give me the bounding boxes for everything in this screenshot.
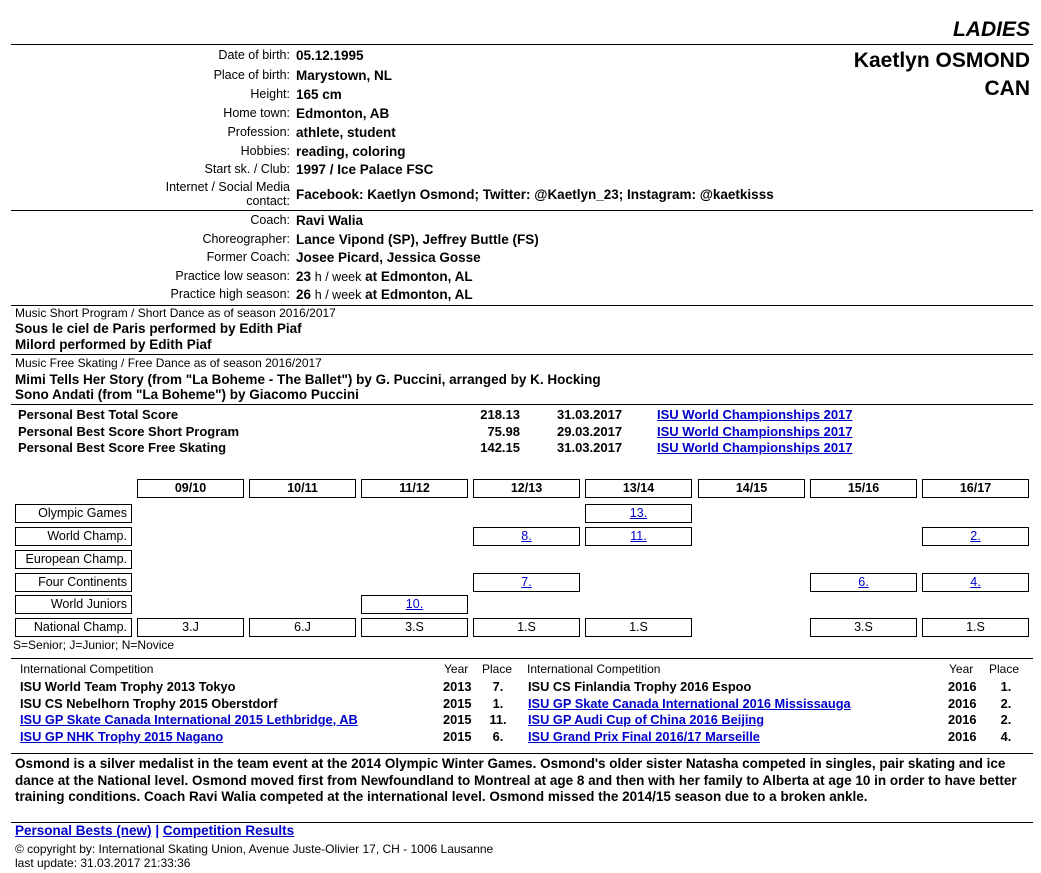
- result-link[interactable]: 10.: [405, 597, 424, 611]
- practice-label: Practice high season:: [170, 287, 290, 301]
- competition-place: 1.: [492, 695, 504, 711]
- result-link[interactable]: 4.: [970, 575, 981, 589]
- competition-name[interactable]: ISU GP NHK Trophy 2015 Nagano: [20, 728, 224, 744]
- bio-label: Hobbies:: [240, 144, 290, 158]
- result-cell: [249, 618, 356, 637]
- coach-value: Josee Picard, Jessica Gosse: [296, 250, 481, 265]
- divider: [11, 44, 1033, 45]
- copyright-text: © copyright by: International Skating Union, Avenue Juste-Olivier 17, CH - 1006 Lausanne: [15, 842, 494, 856]
- social-value: Facebook: Kaetlyn Osmond; Twitter: @Kaetlyn_23; Instagram: @kaetkisss: [296, 187, 774, 202]
- music-free-line: Mimi Tells Her Story (from "La Boheme - The Ballet") by G. Puccini, arranged by K. Hocking: [15, 372, 601, 387]
- championship-label: Four Continents: [15, 573, 132, 592]
- result-cell: [810, 618, 917, 637]
- championship-label: Olympic Games: [15, 504, 132, 523]
- bio-label: Profession:: [227, 125, 290, 139]
- intl-header-right: International Competition: [527, 662, 661, 676]
- competition-name[interactable]: ISU GP Audi Cup of China 2016 Beijing: [528, 712, 765, 727]
- result-cell: [473, 618, 580, 637]
- competition-place: 6.: [492, 728, 504, 744]
- competition-place: 1.: [1000, 679, 1012, 694]
- result-cell: [361, 618, 468, 637]
- result-cell[interactable]: [473, 527, 580, 546]
- practice-location: at Edmonton, AL: [365, 287, 473, 302]
- result-link[interactable]: 6.: [858, 575, 869, 589]
- bio-value: 05.12.1995: [296, 48, 364, 63]
- result-link[interactable]: 2.: [970, 529, 981, 543]
- practice-label: Practice low season:: [175, 269, 290, 283]
- category-title: LADIES: [952, 18, 1030, 41]
- result-cell: [137, 618, 244, 637]
- result-link[interactable]: 11.: [630, 529, 647, 543]
- championship-label: World Juniors: [15, 595, 132, 614]
- competition-year: 2015: [443, 712, 472, 727]
- music-short-line: Milord performed by Edith Piaf: [15, 337, 212, 352]
- pb-event-link[interactable]: ISU World Championships 2017: [657, 440, 853, 455]
- competition-year: 2016: [948, 728, 977, 744]
- skater-country: CAN: [984, 77, 1030, 100]
- pb-score: 75.98: [487, 423, 520, 439]
- bio-value: reading, coloring: [296, 144, 406, 159]
- pb-event-link[interactable]: ISU World Championships 2017: [657, 423, 853, 439]
- result-value: 3.S: [405, 620, 424, 634]
- practice-value: [296, 287, 473, 302]
- divider: [11, 404, 1033, 405]
- pb-date: 31.03.2017: [557, 407, 623, 422]
- competition-year: 2016: [948, 679, 977, 694]
- practice-location: at Edmonton, AL: [365, 269, 473, 284]
- season-header: 16/17: [922, 479, 1029, 498]
- competition-place: 7.: [492, 679, 504, 694]
- intl-header-left: International Competition: [20, 662, 154, 676]
- coach-label: Former Coach:: [206, 250, 290, 264]
- season-header: 09/10: [137, 479, 244, 498]
- coach-value: Lance Vipond (SP), Jeffrey Buttle (FS): [296, 232, 539, 247]
- competition-year: 2015: [443, 728, 472, 744]
- bio-value: 1997 / Ice Palace FSC: [296, 162, 434, 177]
- pb-label: Personal Best Total Score: [18, 407, 179, 422]
- pb-label: Personal Best Score Short Program: [18, 423, 240, 439]
- result-cell[interactable]: [922, 573, 1029, 592]
- result-value: 3.J: [182, 620, 199, 634]
- intl-place-header-left: Place: [482, 662, 513, 676]
- skater-name: Kaetlyn OSMOND: [853, 49, 1030, 72]
- result-cell: [585, 618, 692, 637]
- level-legend: S=Senior; J=Junior; N=Novice: [13, 638, 175, 652]
- competition-name: ISU World Team Trophy 2013 Tokyo: [20, 679, 236, 694]
- championship-label: World Champ.: [15, 527, 132, 546]
- competition-place: 2.: [1000, 695, 1012, 711]
- personal-bests-link[interactable]: Personal Bests (new): [15, 823, 152, 838]
- bio-label: Start sk. / Club:: [204, 162, 290, 176]
- result-cell[interactable]: [810, 573, 917, 592]
- result-value: 1.S: [517, 620, 536, 634]
- footer-links: [15, 823, 294, 838]
- divider: [11, 658, 1033, 659]
- music-short-line: Sous le ciel de Paris performed by Edith Piaf: [15, 321, 302, 336]
- result-value: 1.S: [629, 620, 648, 634]
- practice-unit: h / week: [314, 288, 362, 302]
- music-free-heading: Music Free Skating / Free Dance as of season 2016/2017: [15, 356, 322, 370]
- music-free-line: Sono Andati (from "La Boheme") by Giacomo Puccini: [15, 387, 359, 402]
- pb-score: 218.13: [480, 407, 520, 422]
- intl-place-header-right: Place: [989, 662, 1020, 676]
- bio-value: athlete, student: [296, 125, 396, 140]
- pb-date: 29.03.2017: [557, 423, 623, 439]
- result-value: 3.S: [854, 620, 873, 634]
- link-separator: |: [155, 823, 160, 838]
- competition-year: 2015: [443, 695, 472, 711]
- biography-text: Osmond is a silver medalist in the team event at the 2014 Olympic Winter Games. Osmond's older sister Natasha competed in singles, pair skating and ice dance at the National level. Osmond moved first from Newfoundland to Montreal at age 8 and then with her family to Alberta at age 10 in order to have better training conditions. Coach Ravi Walia competed at the international level. Osmond missed the 2014/15 season due to a broken ankle.: [15, 756, 1017, 804]
- result-cell: [922, 618, 1029, 637]
- result-link[interactable]: 13.: [629, 506, 648, 520]
- divider: [11, 354, 1033, 355]
- result-cell[interactable]: [922, 527, 1029, 546]
- pb-event-link[interactable]: ISU World Championships 2017: [657, 407, 853, 422]
- competition-name[interactable]: ISU Grand Prix Final 2016/17 Marseille: [528, 728, 760, 744]
- result-cell[interactable]: [473, 573, 580, 592]
- competition-name: ISU CS Finlandia Trophy 2016 Espoo: [528, 679, 752, 694]
- intl-year-header-left: Year: [444, 662, 469, 676]
- season-header: 15/16: [810, 479, 917, 498]
- championship-label: National Champ.: [15, 618, 132, 637]
- season-header: 11/12: [361, 479, 468, 498]
- competition-name: ISU CS Nebelhorn Trophy 2015 Oberstdorf: [20, 695, 278, 711]
- practice-hours: 26: [296, 287, 312, 302]
- divider: [11, 753, 1033, 754]
- practice-hours: 23: [296, 269, 312, 284]
- competition-place: 2.: [1000, 712, 1012, 727]
- bio-value: Edmonton, AB: [296, 106, 390, 121]
- pb-score: 142.15: [480, 440, 520, 455]
- bio-label: Date of birth:: [218, 48, 290, 62]
- season-header: 13/14: [585, 479, 692, 498]
- competition-name[interactable]: ISU GP Skate Canada International 2016 Mississauga: [528, 695, 851, 711]
- competition-name[interactable]: ISU GP Skate Canada International 2015 Lethbridge, AB: [20, 712, 358, 727]
- competition-place: 4.: [1000, 728, 1012, 744]
- result-value: 6.J: [294, 620, 311, 634]
- practice-unit: h / week: [314, 270, 362, 284]
- intl-year-header-right: Year: [949, 662, 974, 676]
- bio-label: Height:: [250, 87, 290, 101]
- competition-year: 2016: [948, 712, 977, 727]
- coach-value: Ravi Walia: [296, 213, 364, 228]
- bio-value: 165 cm: [296, 87, 342, 102]
- bio-label: Home town:: [223, 106, 290, 120]
- social-label: Internet / Social Media contact:: [165, 180, 290, 208]
- music-short-heading: Music Short Program / Short Dance as of season 2016/2017: [15, 306, 336, 320]
- coach-label: Coach:: [250, 213, 290, 227]
- last-update-text: last update: 31.03.2017 21:33:36: [15, 856, 191, 870]
- pb-date: 31.03.2017: [557, 440, 623, 455]
- bio-value: Marystown, NL: [296, 68, 393, 83]
- result-cell[interactable]: [361, 595, 468, 614]
- season-header: 14/15: [698, 479, 805, 498]
- result-link[interactable]: 7.: [521, 575, 532, 589]
- season-header: 10/11: [249, 479, 356, 498]
- divider: [11, 210, 1033, 211]
- bio-label: Place of birth:: [213, 68, 290, 82]
- championship-label: European Champ.: [15, 550, 132, 569]
- practice-value: [296, 269, 473, 284]
- result-cell[interactable]: [585, 504, 692, 523]
- competition-year: 2013: [443, 679, 472, 694]
- competition-year: 2016: [948, 695, 977, 711]
- pb-label: Personal Best Score Free Skating: [18, 440, 227, 455]
- competition-results-link[interactable]: Competition Results: [162, 823, 295, 838]
- result-value: 1.S: [966, 620, 985, 634]
- result-link[interactable]: 8.: [521, 529, 532, 543]
- result-cell[interactable]: [585, 527, 692, 546]
- competition-place: 11.: [489, 712, 507, 727]
- coach-label: Choreographer:: [202, 232, 290, 246]
- season-header: 12/13: [473, 479, 580, 498]
